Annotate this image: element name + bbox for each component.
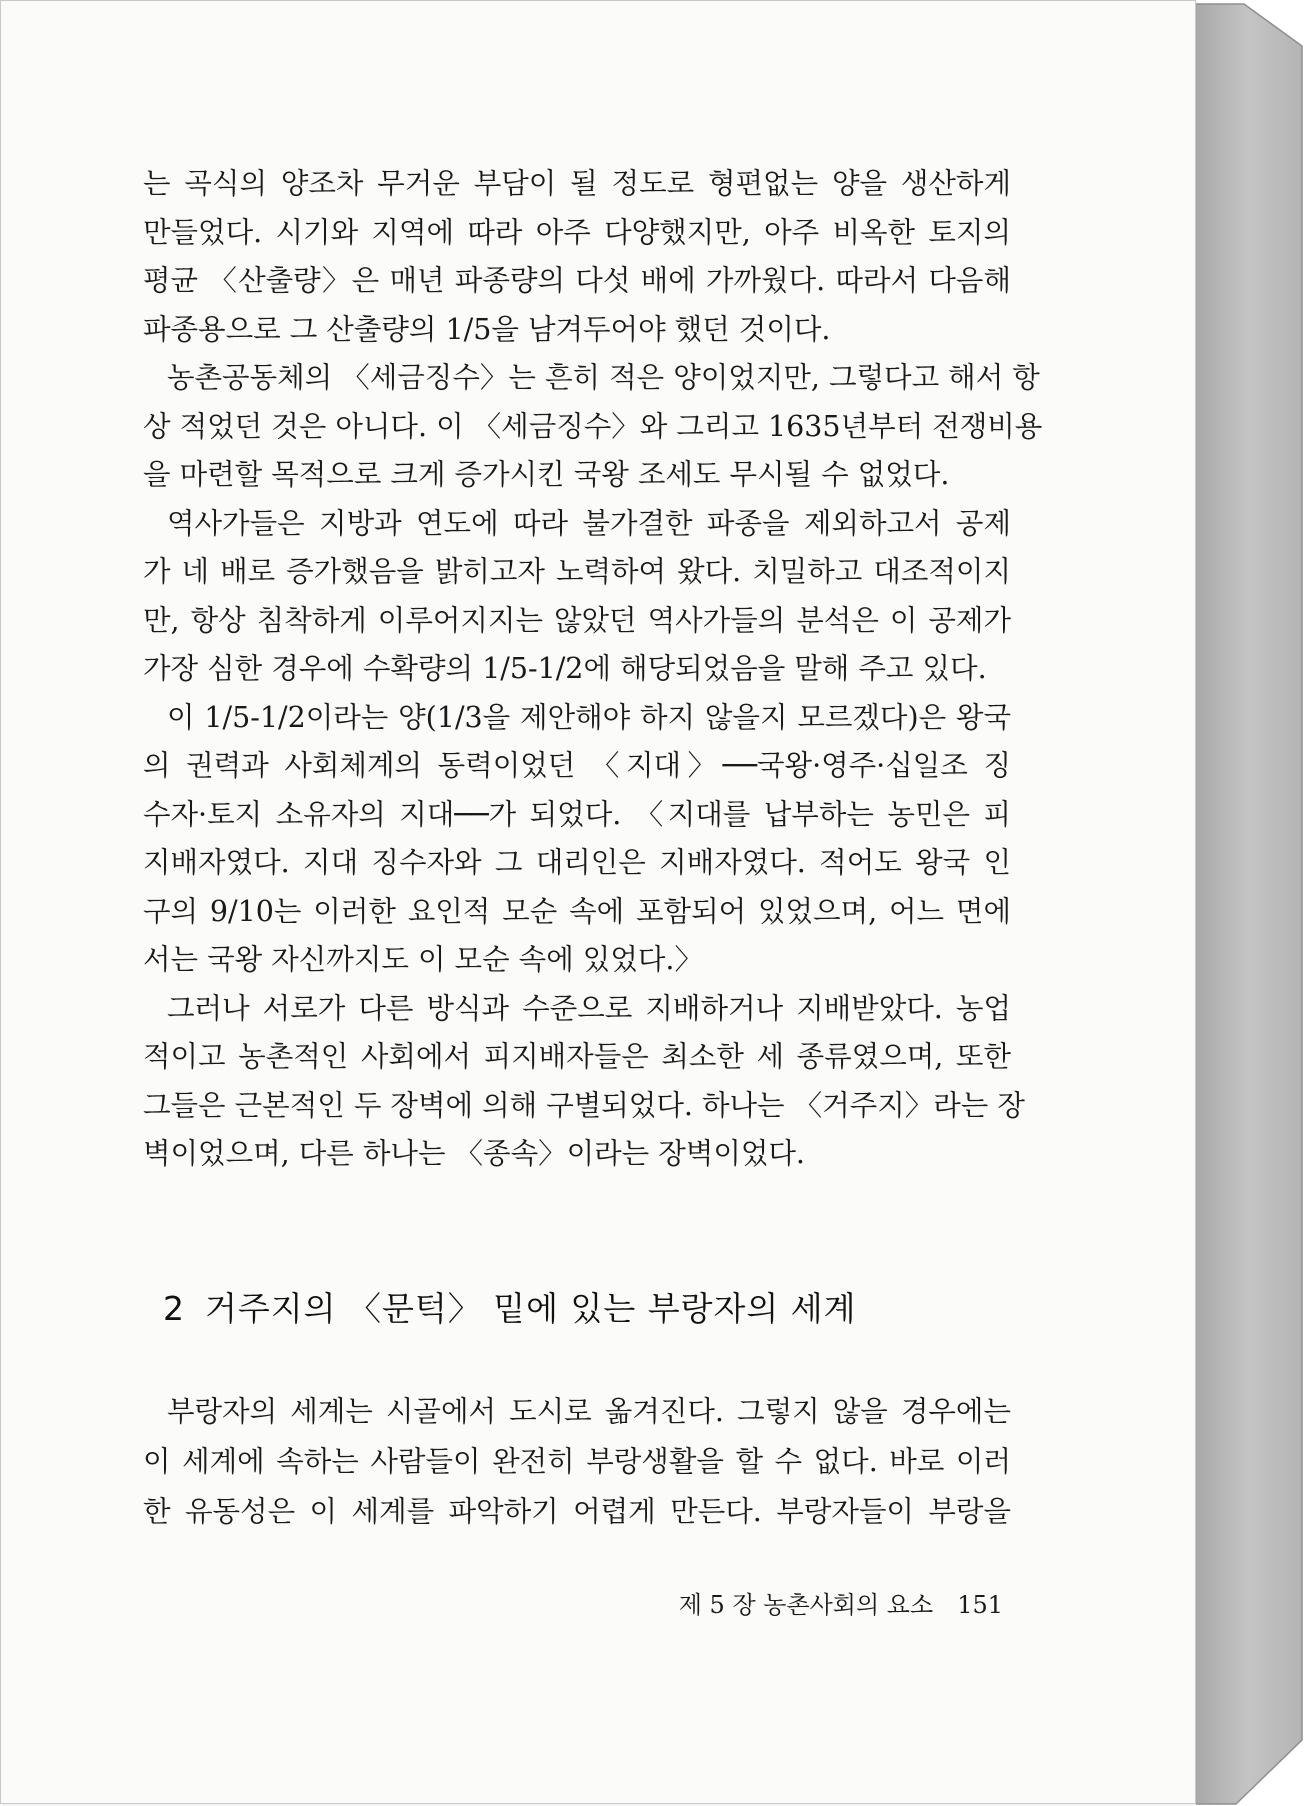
text-line: 수자·토지 소유자의 지대──가 되었다. 〈지대를 납부하는 농민은 피 [143, 797, 1011, 831]
text-line: 이 세계에 속하는 사람들이 완전히 부랑생활을 할 수 없다. 바로 이러 [143, 1445, 1011, 1478]
paragraph [143, 500, 1011, 694]
text-line: 만들었다. 시기와 지역에 따라 아주 다양했지만, 아주 비옥한 토지의 [143, 215, 1011, 249]
text-line: 적이고 농촌적인 사회에서 피지배자들은 최소한 세 종류였으며, 또한 [143, 1040, 1011, 1073]
paragraph [143, 694, 1011, 985]
text-line: 농촌공동체의 〈세금징수〉는 흔히 적은 양이었지만, 그렇다고 해서 항 [167, 361, 1040, 394]
text-line: 가 네 배로 증가했음을 밝히고자 노력하여 왔다. 치밀하고 대조적이지 [143, 555, 1011, 588]
body-text [143, 160, 1043, 1179]
text-line: 는 곡식의 양조차 무거운 부담이 될 정도로 형편없는 양을 생산하게 [143, 167, 1011, 200]
section-number: 2 [163, 1289, 185, 1328]
spine-shape [1196, 0, 1305, 1806]
text-line: 그들은 근본적인 두 장벽에 의해 구별되었다. 하나는 〈거주지〉라는 장 [143, 1088, 1025, 1122]
text-line: 을 마련할 목적으로 크게 증가시킨 국왕 조세도 무시될 수 없었다. [143, 458, 950, 491]
text-line: 가장 심한 경우에 수확량의 1/5-1/2에 해당되었음을 말해 주고 있다. [143, 652, 987, 685]
text-line: 파종용으로 그 산출량의 1/5을 남겨두어야 했던 것이다. [143, 312, 831, 346]
text-line: 의 권력과 사회체계의 동력이었던 〈지대〉──국왕·영주·십일조 징 [143, 749, 1011, 782]
page-number: 151 [957, 1591, 1003, 1619]
text-line: 한 유동성은 이 세계를 파악하기 어렵게 만든다. 부랑자들이 부랑을 [143, 1495, 1011, 1528]
text-line: 지배자였다. 지대 징수자와 그 대리인은 지배자였다. 적어도 왕국 인 [143, 846, 1011, 879]
paragraph [143, 160, 1011, 354]
text-line: 이 1/5-1/2이라는 양(1/3을 제안해야 하지 않을지 모르겠다)은 왕국 [167, 700, 1011, 734]
text-line: 상 적었던 것은 아니다. 이 〈세금징수〉와 그리고 1635년부터 전쟁비용 [143, 409, 1043, 443]
paragraph [143, 985, 1025, 1179]
text-line: 벽이었으며, 다른 하나는 〈종속〉이라는 장벽이었다. [143, 1137, 805, 1170]
text-line: 구의 9/10는 이러한 요인적 모순 속에 포함되어 있었으며, 어느 면에 [143, 894, 1011, 928]
text-line: 그러나 서로가 다른 방식과 수준으로 지배하거나 지배받았다. 농업 [167, 991, 1011, 1025]
book-spine-edge [1196, 0, 1305, 1806]
section-body-text [143, 1387, 1011, 1537]
text-line: 서는 국왕 자신까지도 이 모순 속에 있었다.〉 [143, 943, 703, 976]
text-line: 만, 항상 침착하게 이루어지지는 않았던 역사가들의 분석은 이 공제가 [143, 603, 1011, 637]
chapter-title: 제 5 장 농촌사회의 요소 [678, 1591, 934, 1619]
text-line: 평균 〈산출량〉은 매년 파종량의 다섯 배에 가까웠다. 따라서 다음해 [143, 264, 1011, 297]
section-title: 거주지의 〈문턱〉 밑에 있는 부랑자의 세계 [205, 1289, 857, 1328]
text-line: 부랑자의 세계는 시골에서 도시로 옮겨진다. 그렇지 않을 경우에는 [167, 1395, 1011, 1428]
running-footer [679, 1585, 1003, 1620]
section-heading [163, 1283, 857, 1330]
paragraph [143, 354, 1043, 500]
text-line: 역사가들은 지방과 연도에 따라 불가결한 파종을 제외하고서 공제 [167, 506, 1011, 540]
